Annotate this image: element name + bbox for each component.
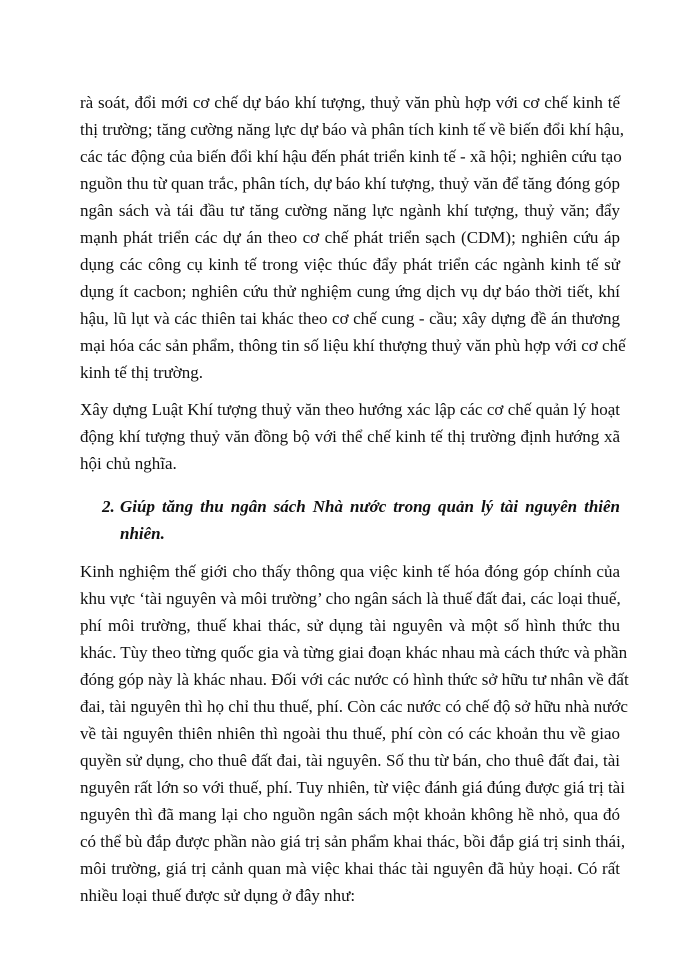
section-heading-line: nhiên. (120, 524, 165, 543)
paragraph-2-line: hội chủ nghĩa. (80, 454, 177, 473)
paragraph-3-line: nguyên thì đã mang lại cho nguồn ngân sách một khoản không hề nhỏ, qua đó (80, 805, 620, 824)
paragraph-1-line: các tác động của biến đổi khí hậu đến phát triển kinh tế - xã hội; nghiên cứu tạo (80, 147, 622, 166)
paragraph-3-line: khu vực ‘tài nguyên và môi trường’ cho ngân sách là thuế đất đai, các loại thuế, (80, 589, 621, 608)
paragraph-3-line: đai, tài nguyên thì họ chỉ thu thuế, phí. Còn các nước có chế độ sở hữu nhà nước (80, 697, 628, 716)
paragraph-3-line: có thể bù đắp được phần nào giá trị sản phẩm khai thác, bồi đắp giá trị sinh thái, (80, 832, 626, 851)
paragraph-1-line: hậu, lũ lụt và các thiên tai khác theo cơ chế cung - cầu; xây dựng đề án thương (80, 309, 620, 328)
paragraph-1-line: thị trường; tăng cường năng lực dự báo và phân tích kinh tế về biến đổi khí hậu, (80, 120, 624, 139)
paragraph-3-line: Kinh nghiệm thế giới cho thấy thông qua việc kinh tế hóa đóng góp chính của (80, 562, 620, 581)
paragraph-3-line: môi trường, giá trị cảnh quan mà việc khai thác tài nguyên đã hủy hoại. Có rất (80, 859, 620, 878)
paragraph-1-line: dụng các công cụ kinh tế trong việc thúc đẩy phát triển các ngành kinh tế sử (80, 255, 620, 274)
paragraph-1-line: ngân sách và tái đầu tư tăng cường năng lực ngành khí tượng, thuỷ văn; đẩy (80, 201, 620, 220)
paragraph-2-line: động khí tượng thuỷ văn đồng bộ với thể chế kinh tế thị trường định hướng xã (80, 427, 620, 446)
paragraph-3-line: phí môi trường, thuế khai thác, sử dụng tài nguyên và một số hình thức thu (80, 616, 620, 635)
paragraph-1-line: kinh tế thị trường. (80, 363, 204, 382)
paragraph-3-line: nhiều loại thuế được sử dụng ở đây như: (80, 886, 356, 905)
paragraph-1-line: nguồn thu từ quan trắc, phân tích, dự báo khí tượng, thuỷ văn để tăng đóng góp (80, 174, 620, 193)
paragraph-3-line: quyền sử dụng, cho thuê đất đai, tài nguyên. Số thu từ bán, cho thuê đất đai, tài (80, 751, 620, 770)
section-number: 2. (102, 497, 115, 516)
paragraph-1-line: mại hóa các sản phẩm, thông tin số liệu khí thượng thuỷ văn phù hợp với cơ chế (80, 336, 626, 355)
paragraph-3-line: khác. Tùy theo từng quốc gia và từng giai đoạn khác nhau mà cách thức và phần (80, 643, 628, 662)
paragraph-3-line: về tài nguyên thiên nhiên thì ngoài thu thuế, phí còn có các khoản thu về giao (80, 724, 620, 743)
paragraph-1-line: mạnh phát triển các dự án theo cơ chế phát triển sạch (CDM); nghiên cứu áp (80, 228, 620, 247)
paragraph-1-line: dụng ít cacbon; nghiên cứu thử nghiệm cung ứng dịch vụ dự báo thời tiết, khí (80, 282, 620, 301)
paragraph-2-line: Xây dựng Luật Khí tượng thuỷ văn theo hướng xác lập các cơ chế quản lý hoạt (80, 400, 620, 419)
paragraph-3-line: nguyên rất lớn so với thuế, phí. Tuy nhiên, từ việc đánh giá đúng được giá trị tài (80, 778, 625, 797)
section-heading-line: Giúp tăng thu ngân sách Nhà nước trong quản lý tài nguyên thiên (120, 497, 620, 516)
paragraph-1-line: rà soát, đổi mới cơ chế dự báo khí tượng, thuỷ văn phù hợp với cơ chế kinh tế (80, 93, 620, 112)
paragraph-3-line: đóng góp này là khác nhau. Đối với các nước có hình thức sở hữu tư nhân về đất (80, 670, 629, 689)
